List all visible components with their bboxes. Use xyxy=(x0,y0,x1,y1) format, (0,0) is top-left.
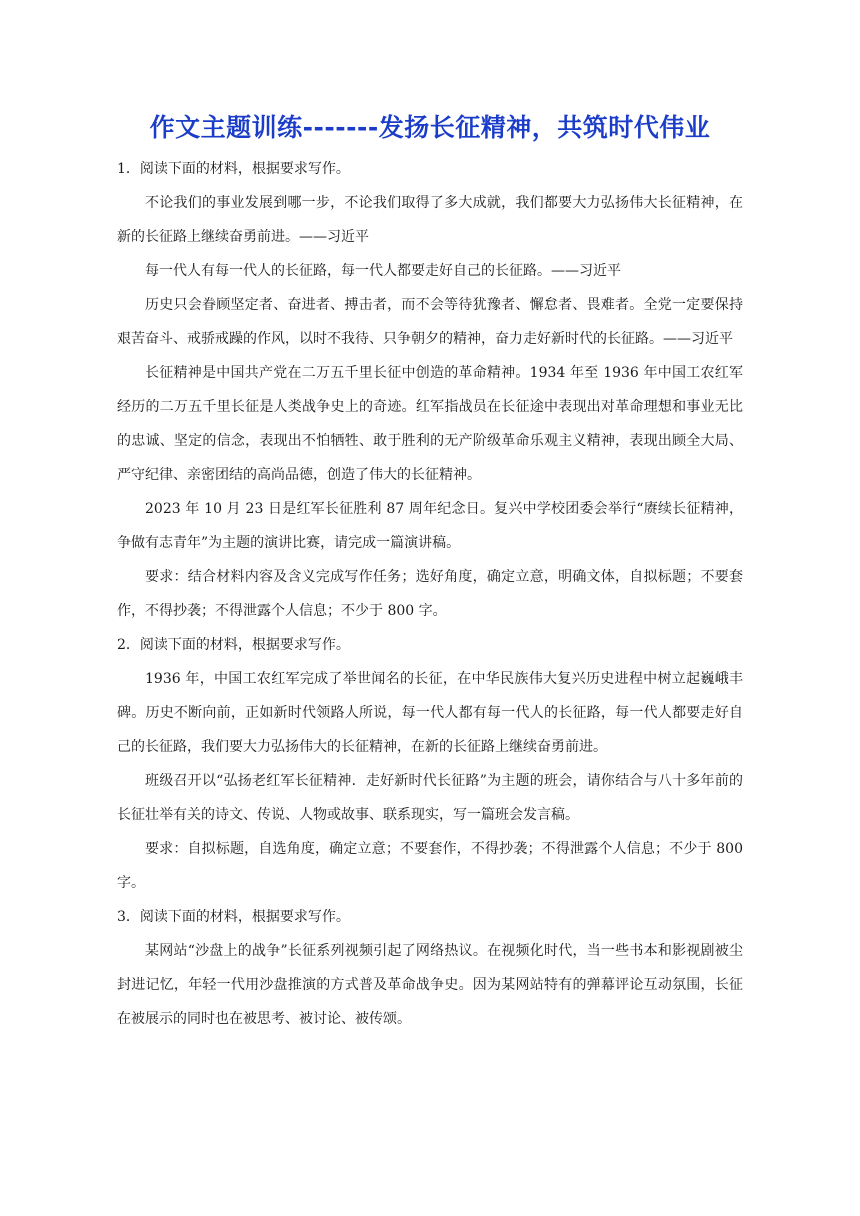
question-heading: 1．阅读下面的材料，根据要求写作。 xyxy=(117,161,350,177)
task-paragraph: 2023 年 10 月 23 日是红军长征胜利 87 周年纪念日。复兴中学校团委会举行“赓续长征精神，争做有志青年”为主题的演讲比赛，请完成一篇演讲稿。 xyxy=(117,501,743,551)
material-paragraph: 1936 年，中国工农红军完成了举世闻名的长征，在中华民族伟大复兴历史进程中树立起巍峨丰碑。历史不断向前，正如新时代领路人所说，每一代人都有每一代人的长征路，每一代人都要走好自己的长征路，我们要大力弘扬伟大的长征精神，在新的长征路上继续奋勇前进。 xyxy=(117,671,743,755)
material-paragraph: 长征精神是中国共产党在二万五千里长征中创造的革命精神。1934 年至 1936 年中国工农红军经历的二万五千里长征是人类战争史上的奇迹。红军指战员在长征途中表现出对革命理想和事业无比的忠诚、坚定的信念，表现出不怕牺牲、敢于胜利的无产阶级革命乐观主义精神，表现出顾全大局、严守纪律、亲密团结的高尚品德，创造了伟大的长征精神。 xyxy=(117,365,743,483)
material-paragraph: 每一代人有每一代人的长征路，每一代人都要走好自己的长征路。——习近平 xyxy=(145,263,621,279)
question-heading: 3．阅读下面的材料，根据要求写作。 xyxy=(117,909,350,925)
question-heading: 2．阅读下面的材料，根据要求写作。 xyxy=(117,637,350,653)
task-paragraph: 班级召开以“弘扬老红军长征精神．走好新时代长征路”为主题的班会，请你结合与八十多年前的长征壮举有关的诗文、传说、人物或故事、联系现实，写一篇班会发言稿。 xyxy=(117,773,743,823)
requirements-paragraph: 要求：结合材料内容及含义完成写作任务；选好角度，确定立意，明确文体，自拟标题；不要套作，不得抄袭；不得泄露个人信息；不少于 800 字。 xyxy=(117,569,743,619)
material-paragraph: 某网站“沙盘上的战争”长征系列视频引起了网络热议。在视频化时代，当一些书本和影视剧被尘封进记忆，年轻一代用沙盘推演的方式普及革命战争史。因为某网站特有的弹幕评论互动氛围，长征在被展示的同时也在被思考、被讨论、被传颂。 xyxy=(117,943,743,1027)
question-2 xyxy=(117,628,743,900)
requirements-paragraph: 要求：自拟标题，自选角度，确定立意；不要套作，不得抄袭；不得泄露个人信息；不少于 800 字。 xyxy=(117,841,743,891)
document-title: 作文主题训练-------发扬长征精神，共筑时代伟业 xyxy=(149,113,711,142)
material-paragraph: 不论我们的事业发展到哪一步，不论我们取得了多大成就，我们都要大力弘扬伟大长征精神，在新的长征路上继续奋勇前进。——习近平 xyxy=(117,195,743,245)
question-3 xyxy=(117,900,743,1036)
question-1 xyxy=(117,152,743,628)
material-paragraph: 历史只会眷顾坚定者、奋进者、搏击者，而不会等待犹豫者、懈怠者、畏难者。全党一定要保持艰苦奋斗、戒骄戒躁的作风，以时不我待、只争朝夕的精神，奋力走好新时代的长征路。——习近平 xyxy=(117,297,743,347)
